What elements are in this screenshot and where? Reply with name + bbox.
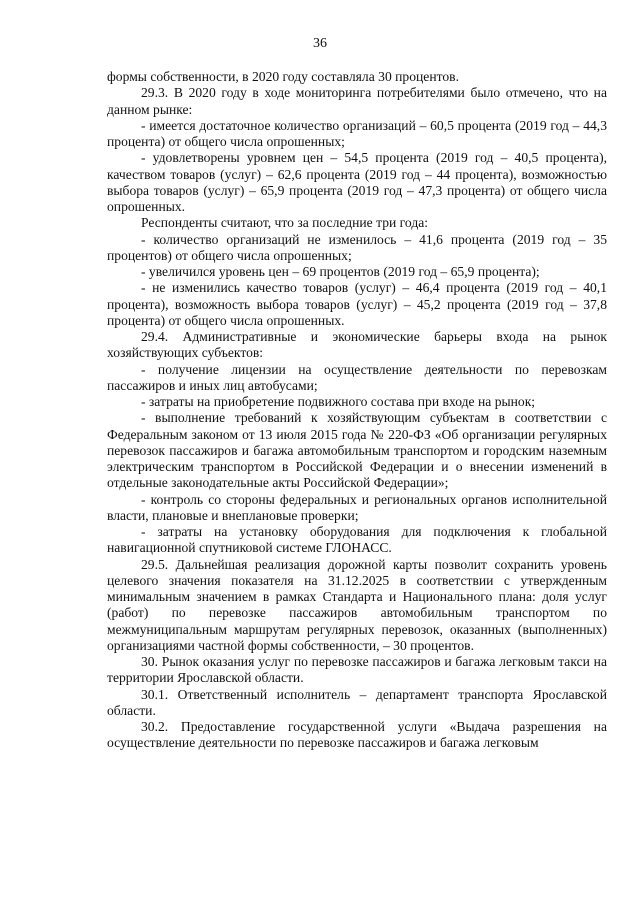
paragraph-29-5: 29.5. Дальнейшая реализация дорожной карты позволит сохранить уровень целевого значения показателя на 31.12.2025 в соответствии с утвержденным минимальным значением в рамках Стандарта и Национального плана: доля услуг (работ) по перевозке пассажиров автомобильным транспортом по межмуниципальным маршрутам регулярных перевозок, оказанных (выполненных) организациями частной формы собственности, – 30 процентов. [107, 556, 607, 653]
list-item-satisfaction: - удовлетворены уровнем цен – 54,5 процента (2019 год – 40,5 процента), качеством товаров (услуг) – 62,6 процента (2019 год – 44 процента), возможностью выбора товаров (услуг) – 65,9 процента (2019 год – 47,3 процента) от общего числа опрошенных. [107, 150, 607, 214]
paragraph-29-3: 29.3. В 2020 году в ходе мониторинга потребителями было отмечено, что на данном рынке: [107, 85, 607, 117]
paragraph-30: 30. Рынок оказания услуг по перевозке пассажиров и багажа легковым такси на территории Ярославской области. [107, 654, 607, 686]
list-item-glonass: - затраты на установку оборудования для подключения к глобальной навигационной спутниковой системе ГЛОНАСС. [107, 524, 607, 556]
list-item-organizations-unchanged: - количество организаций не изменилось – 41,6 процента (2019 год – 35 процентов) от общего числа опрошенных; [107, 231, 607, 263]
list-item-license: - получение лицензии на осуществление деятельности по перевозкам пассажиров и иных лиц автобусами; [107, 361, 607, 393]
paragraph-respondents: Респонденты считают, что за последние три года: [141, 215, 429, 231]
list-item-prices-increased: - увеличился уровень цен – 69 процентов (2019 год – 65,9 процента); [141, 264, 540, 279]
list-item-quality-unchanged: - не изменились качество товаров (услуг) – 46,4 процента (2019 год – 40,1 процента), возможность выбора товаров (услуг) – 45,2 процента (2019 год – 37,8 процента) от общего числа опрошенных. [107, 280, 607, 328]
list-item-rolling-stock: - затраты на приобретение подвижного состава при входе на рынок; [141, 394, 536, 409]
page-number: 36 [313, 36, 327, 51]
paragraph-30-1: 30.1. Ответственный исполнитель – департамент транспорта Ярославской области. [107, 686, 607, 718]
paragraph-30-2: 30.2. Предоставление государственной услуги «Выдача разрешения на осуществление деятельности по перевозке пассажиров и багажа легковым [107, 719, 607, 751]
list-item-organizations-count: - имеется достаточное количество организаций – 60,5 процента (2019 год – 44,3 процента) от общего числа опрошенных; [107, 117, 607, 149]
list-item-control: - контроль со стороны федеральных и региональных органов исполнительной власти, плановые и внеплановые проверки; [107, 491, 607, 523]
list-item-federal-law: - выполнение требований к хозяйствующим субъектам в соответствии с Федеральным законом от 13 июля 2015 года № 220-ФЗ «Об организации регулярных перевозок пассажиров и багажа автомобильным транспортом и городским наземным электрическим транспортом в Российской Федерации и о внесении изменений в отдельные законодательные акты Российской Федерации»; [107, 410, 607, 491]
document-body [107, 69, 607, 752]
paragraph-continuation: формы собственности, в 2020 году составляла 30 процентов. [107, 69, 459, 84]
paragraph-29-4: 29.4. Административные и экономические барьеры входа на рынок хозяйствующих субъектов: [107, 329, 607, 361]
